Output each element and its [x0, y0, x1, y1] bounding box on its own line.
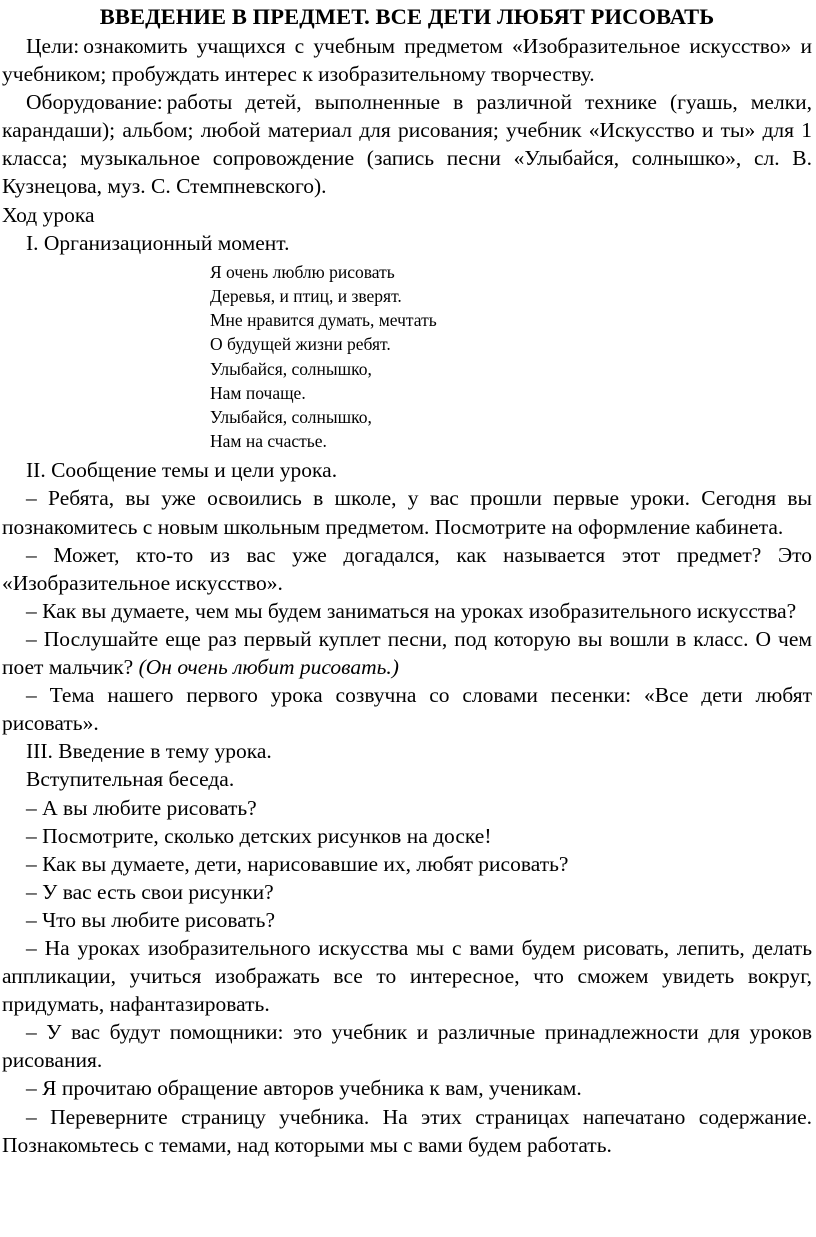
poem-line: О будущей жизни ребят.	[210, 334, 391, 355]
question-line: – Посмотрите, сколько детских рисунков на доске!	[26, 823, 492, 848]
lesson-flow-heading: Ход урока	[2, 202, 95, 227]
paragraph: – Тема нашего первого урока созвучна со словами песенки: «Все дети любят рисовать».	[2, 683, 812, 736]
paragraph	[2, 625, 812, 681]
equipment-label: Оборудование:	[26, 90, 163, 115]
question-line: – Как вы думаете, дети, нарисовавшие их, любят рисовать?	[26, 851, 569, 876]
poem-line: Улыбайся, солнышко,	[210, 406, 372, 427]
section-2-heading: II. Сообщение темы и цели урока.	[26, 458, 338, 483]
goals-text: ознакомить учащихся с учебным предметом «Изобразительное искусство» и учебником; пробуждать интерес к изобразительному творчеству.	[2, 34, 812, 87]
poem-line: Я очень люблю рисовать	[210, 261, 395, 282]
paragraph: – Ребята, вы уже освоились в школе, у вас прошли первые уроки. Сегодня вы познакомитесь с новым школьным предметом. Посмотрите на оформление кабинета.	[2, 486, 812, 539]
poem-line: Деревья, и птиц, и зверят.	[210, 285, 402, 306]
intro-talk-heading: Вступительная беседа.	[26, 767, 235, 792]
poem	[210, 260, 812, 454]
equipment-text: работы детей, выполненные в различной технике (гуашь, мелки, карандаши); альбом; любой материал для рисования; учебник «Искусство и ты» для 1 класса; музыкальное сопровождение (запись песни «Улыбайся, солнышко», сл. В. Кузнецова, муз. С. Стемпневского).	[2, 90, 812, 199]
section-1-heading: I. Организационный момент.	[26, 230, 290, 255]
paragraph: – На уроках изобразительного искусства мы с вами будем рисовать, лепить, делать аппликации, учиться изображать все то интересное, что сможем увидеть вокруг, придумать, нафантазировать.	[2, 935, 812, 1017]
question-line: – У вас есть свои рисунки?	[26, 879, 274, 904]
poem-line: Улыбайся, солнышко,	[210, 358, 372, 379]
paragraph-text: – Послушайте еще раз первый куплет песни, под которую вы вошли в класс. О чем поет мальчик?	[2, 626, 812, 680]
answer-italic: (Он очень любит рисовать.)	[138, 655, 399, 680]
paragraph: – Может, кто-то из вас уже догадался, как называется этот предмет? Это «Изобразительное искусство».	[2, 542, 812, 595]
section-3-heading: III. Введение в тему урока.	[26, 739, 272, 764]
page-title: ВВЕДЕНИЕ В ПРЕДМЕТ. ВСЕ ДЕТИ ЛЮБЯТ РИСОВАТЬ	[99, 4, 715, 29]
paragraph: – У вас будут помощники: это учебник и различные принадлежности для уроков рисования.	[2, 1020, 812, 1073]
goals-paragraph	[2, 32, 812, 88]
paragraph: – Переверните страницу учебника. На этих страницах напечатано содержание. Познакомьтесь с темами, над которыми мы с вами будем работать.	[2, 1104, 812, 1157]
goals-label: Цели:	[26, 34, 80, 58]
poem-line: Нам почаще.	[210, 382, 306, 403]
paragraph: – Я прочитаю обращение авторов учебника к вам, ученикам.	[26, 1076, 582, 1101]
poem-line: Мне нравится думать, мечтать	[210, 310, 437, 331]
question-line: – Что вы любите рисовать?	[26, 907, 276, 932]
paragraph: – Как вы думаете, чем мы будем заниматься на уроках изобразительного искусства?	[26, 598, 797, 623]
poem-line: Нам на счастье.	[210, 431, 327, 452]
equipment-paragraph	[2, 88, 812, 200]
question-line: – А вы любите рисовать?	[26, 795, 257, 820]
